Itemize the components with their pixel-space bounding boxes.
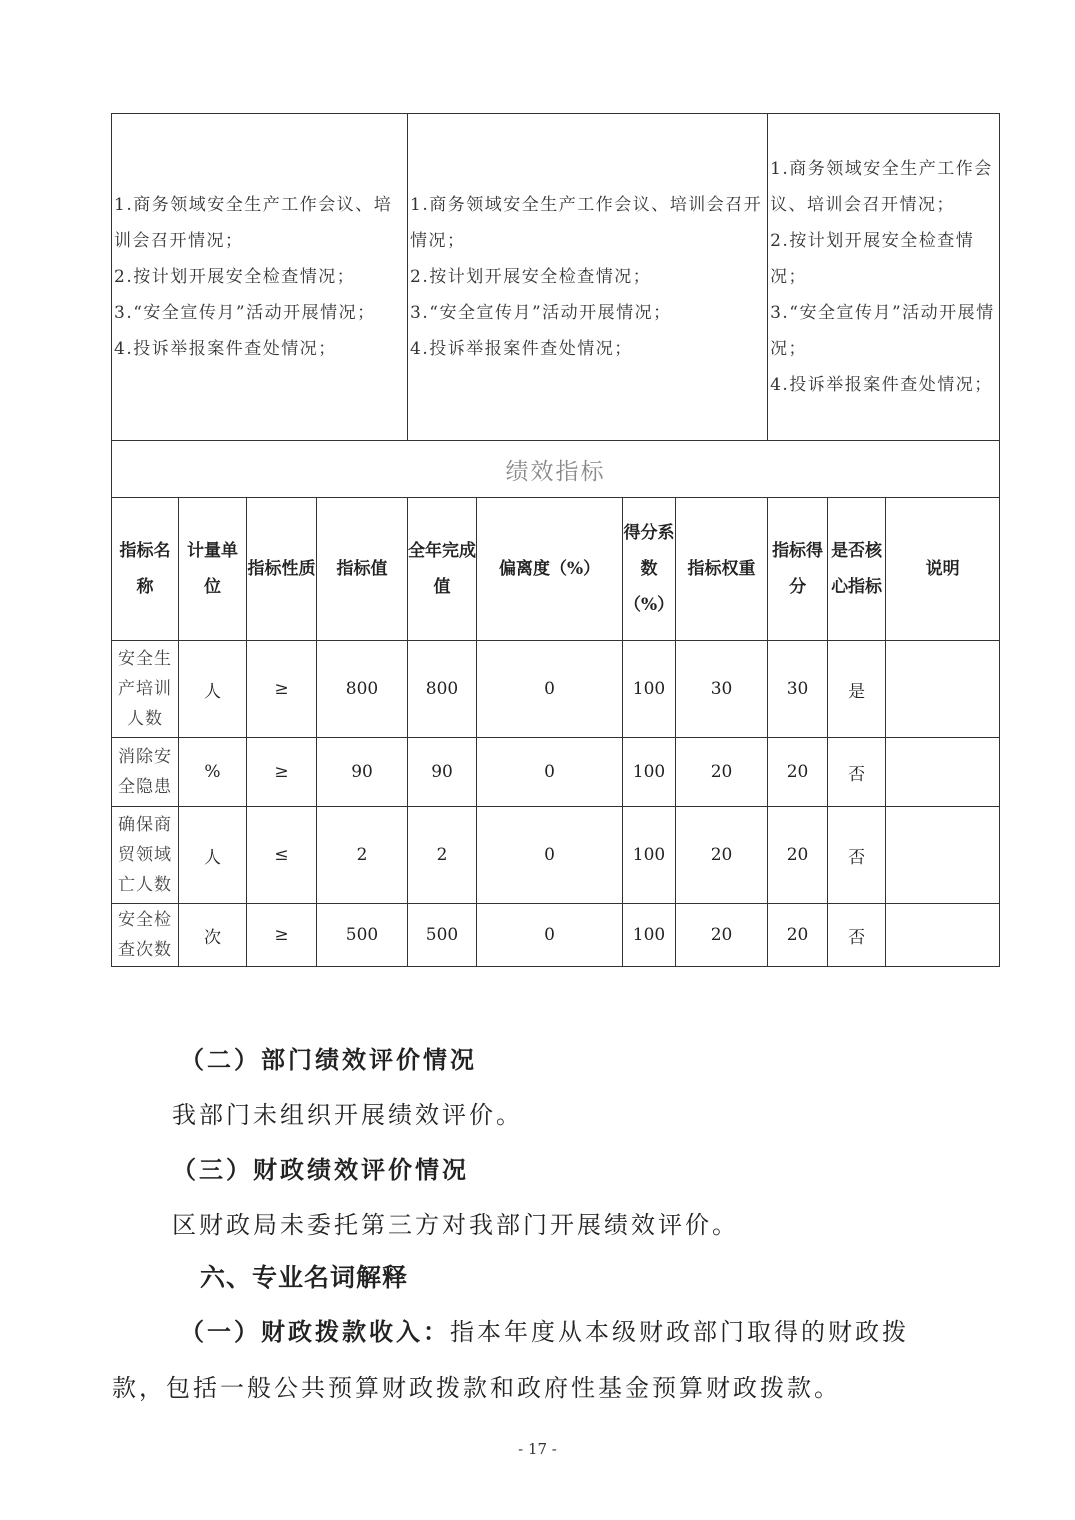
table-row bbox=[112, 807, 1000, 904]
table-cell: 100 bbox=[623, 807, 676, 904]
dept-evaluation-text: 我部门未组织开展绩效评价。 bbox=[172, 1101, 523, 1129]
table-cell: 否 bbox=[828, 807, 886, 904]
goal-item: 2.按计划开展安全检查情况； bbox=[410, 267, 652, 287]
goal-list-2 bbox=[408, 187, 767, 367]
term-1-text-1: 指本年度从本级财政部门取得的财政拨 bbox=[450, 1318, 909, 1346]
table-body bbox=[112, 641, 1000, 967]
table-cell: ≥ bbox=[247, 641, 317, 738]
column-header: 是否核心指标 bbox=[828, 498, 886, 641]
table-cell: 安全检查次数 bbox=[112, 904, 179, 967]
section-six-heading: 六、专业名词解释 bbox=[200, 1263, 409, 1292]
goal-item: 4.投诉举报案件查处情况； bbox=[114, 339, 337, 359]
goal-row bbox=[112, 114, 1000, 441]
column-header: 偏离度（%） bbox=[477, 498, 623, 641]
goal-item: 4.投诉举报案件查处情况； bbox=[770, 375, 993, 395]
table-cell: 500 bbox=[408, 904, 477, 967]
column-header: 计量单位 bbox=[179, 498, 247, 641]
table-cell: ≤ bbox=[247, 807, 317, 904]
table-cell: 20 bbox=[768, 738, 828, 807]
section-title: 绩效指标 bbox=[112, 441, 1000, 498]
subheading-finance-evaluation: （三）财政绩效评价情况 bbox=[172, 1155, 469, 1184]
table-cell: 30 bbox=[768, 641, 828, 738]
table-cell: 800 bbox=[317, 641, 408, 738]
table-cell: 20 bbox=[676, 738, 768, 807]
goal-item: 4.投诉举报案件查处情况； bbox=[410, 339, 633, 359]
table-cell: 30 bbox=[676, 641, 768, 738]
table-cell: % bbox=[179, 738, 247, 807]
table-cell: 90 bbox=[408, 738, 477, 807]
table-cell: 0 bbox=[477, 904, 623, 967]
table-row bbox=[112, 641, 1000, 738]
table-row bbox=[112, 904, 1000, 967]
goal-cell-3 bbox=[768, 114, 1000, 441]
table-cell: 0 bbox=[477, 641, 623, 738]
goal-item: 3.“安全宣传月”活动开展情况； bbox=[114, 303, 376, 323]
goal-cell-1 bbox=[112, 114, 408, 441]
table-cell: 100 bbox=[623, 738, 676, 807]
term-1-line-1 bbox=[180, 1312, 909, 1347]
table-cell: 20 bbox=[676, 807, 768, 904]
table-cell: 人 bbox=[179, 807, 247, 904]
table-cell: 次 bbox=[179, 904, 247, 967]
goal-cell-2 bbox=[408, 114, 768, 441]
table-cell: 2 bbox=[317, 807, 408, 904]
subheading-dept-evaluation: （二）部门绩效评价情况 bbox=[180, 1045, 477, 1074]
performance-table bbox=[111, 113, 1000, 967]
column-header: 指标得分 bbox=[768, 498, 828, 641]
table-cell: 90 bbox=[317, 738, 408, 807]
table-cell: 100 bbox=[623, 904, 676, 967]
column-header: 指标名称 bbox=[112, 498, 179, 641]
table-cell bbox=[886, 807, 1000, 904]
table-cell: 安全生产培训人数 bbox=[112, 641, 179, 738]
table-cell: 0 bbox=[477, 738, 623, 807]
table-cell: 消除安全隐患 bbox=[112, 738, 179, 807]
finance-evaluation-text: 区财政局未委托第三方对我部门开展绩效评价。 bbox=[172, 1211, 739, 1239]
table-cell: 500 bbox=[317, 904, 408, 967]
section-title-row bbox=[112, 441, 1000, 498]
goal-list-1 bbox=[112, 187, 407, 367]
goal-item: 1.商务领域安全生产工作会议、培训会召开情况； bbox=[770, 159, 993, 215]
column-header: 指标性质 bbox=[247, 498, 317, 641]
goal-item: 2.按计划开展安全检查情况； bbox=[114, 267, 356, 287]
column-header: 说明 bbox=[886, 498, 1000, 641]
column-header: 指标值 bbox=[317, 498, 408, 641]
column-header: 得分系数（%） bbox=[623, 498, 676, 641]
table-cell: 2 bbox=[408, 807, 477, 904]
table-cell bbox=[886, 738, 1000, 807]
goal-item: 3.“安全宣传月”活动开展情况； bbox=[410, 303, 672, 323]
table-cell: 是 bbox=[828, 641, 886, 738]
page-number: - 17 - bbox=[518, 1440, 557, 1458]
table-cell: 20 bbox=[676, 904, 768, 967]
goal-item: 1.商务领域安全生产工作会议、培训会召开情况； bbox=[410, 195, 763, 251]
table-cell: ≥ bbox=[247, 738, 317, 807]
term-1-label: （一）财政拨款收入： bbox=[180, 1317, 450, 1346]
table-cell: 确保商贸领域亡人数 bbox=[112, 807, 179, 904]
table-cell: 否 bbox=[828, 738, 886, 807]
table-cell: ≥ bbox=[247, 904, 317, 967]
table-cell: 20 bbox=[768, 807, 828, 904]
table-cell bbox=[886, 641, 1000, 738]
table-cell: 否 bbox=[828, 904, 886, 967]
table-cell: 20 bbox=[768, 904, 828, 967]
goal-item: 2.按计划开展安全检查情况； bbox=[770, 231, 975, 287]
goal-item: 3.“安全宣传月”活动开展情况； bbox=[770, 303, 995, 359]
goal-list-3 bbox=[768, 151, 999, 403]
table-cell bbox=[886, 904, 1000, 967]
column-header: 全年完成值 bbox=[408, 498, 477, 641]
table-cell: 0 bbox=[477, 807, 623, 904]
term-1-line-2: 款，包括一般公共预算财政拨款和政府性基金预算财政拨款。 bbox=[112, 1374, 841, 1402]
column-header: 指标权重 bbox=[676, 498, 768, 641]
table-cell: 100 bbox=[623, 641, 676, 738]
table-cell: 800 bbox=[408, 641, 477, 738]
table-header-row bbox=[112, 498, 1000, 641]
table-cell: 人 bbox=[179, 641, 247, 738]
goal-item: 1.商务领域安全生产工作会议、培训会召开情况； bbox=[114, 195, 393, 251]
table-row bbox=[112, 738, 1000, 807]
